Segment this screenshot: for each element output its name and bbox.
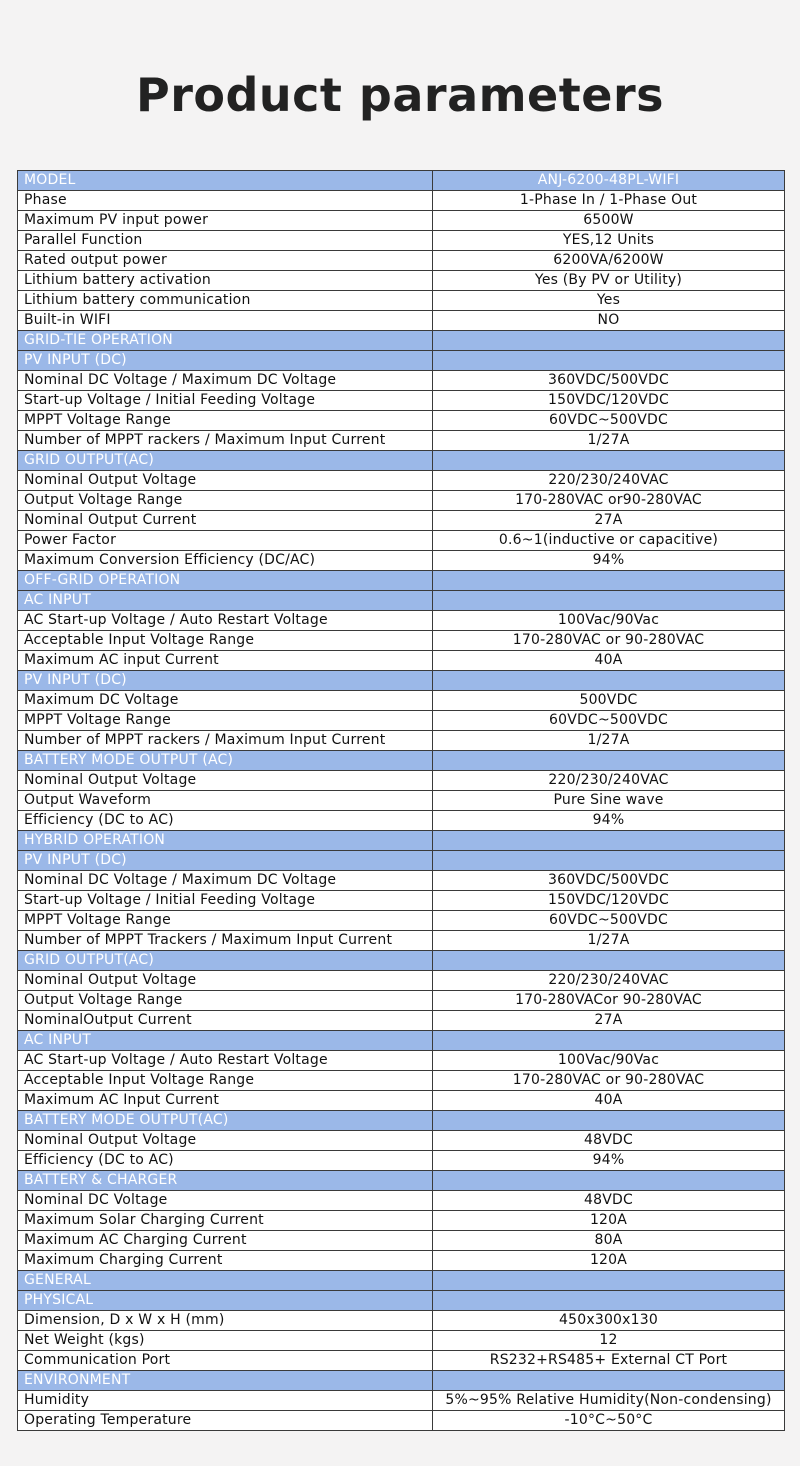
- table-row: [18, 411, 785, 431]
- table-row: [18, 1251, 785, 1271]
- table-row: [18, 1231, 785, 1251]
- section-header-row: [18, 671, 785, 691]
- param-value: 500VDC: [433, 691, 785, 711]
- param-value: 170-280VAC or 90-280VAC: [433, 631, 785, 651]
- param-label: Maximum Charging Current: [18, 1251, 433, 1271]
- param-value: 27A: [433, 511, 785, 531]
- table-row: [18, 711, 785, 731]
- table-row: [18, 1151, 785, 1171]
- table-row: [18, 1131, 785, 1151]
- table-row: [18, 871, 785, 891]
- param-value: Yes: [433, 291, 785, 311]
- section-header-row: [18, 571, 785, 591]
- table-row: [18, 1211, 785, 1231]
- param-value: 170-280VAC or90-280VAC: [433, 491, 785, 511]
- section-header-label: PHYSICAL: [18, 1291, 433, 1311]
- param-value: 27A: [433, 1011, 785, 1031]
- param-value: 360VDC/500VDC: [433, 871, 785, 891]
- param-label: Maximum AC input Current: [18, 651, 433, 671]
- table-row: [18, 1411, 785, 1431]
- param-label: Nominal DC Voltage / Maximum DC Voltage: [18, 871, 433, 891]
- section-header-value: [433, 751, 785, 771]
- table-row: [18, 1091, 785, 1111]
- table-row: [18, 431, 785, 451]
- section-header-row: [18, 831, 785, 851]
- table-row: [18, 1331, 785, 1351]
- param-label: Nominal Output Voltage: [18, 471, 433, 491]
- param-value: 1-Phase In / 1-Phase Out: [433, 191, 785, 211]
- table-row: [18, 771, 785, 791]
- section-header-row: [18, 1031, 785, 1051]
- param-label: AC Start-up Voltage / Auto Restart Voltage: [18, 611, 433, 631]
- table-row: [18, 371, 785, 391]
- section-header-label: BATTERY MODE OUTPUT (AC): [18, 751, 433, 771]
- param-value: 100Vac/90Vac: [433, 1051, 785, 1071]
- section-header-value: [433, 1111, 785, 1131]
- param-value: 150VDC/120VDC: [433, 391, 785, 411]
- section-header-value: [433, 451, 785, 471]
- param-label: Maximum Solar Charging Current: [18, 1211, 433, 1231]
- param-value: -10°C~50°C: [433, 1411, 785, 1431]
- table-row: [18, 691, 785, 711]
- section-header-label: PV INPUT (DC): [18, 851, 433, 871]
- table-row: [18, 231, 785, 251]
- section-header-label: AC INPUT: [18, 591, 433, 611]
- table-row: [18, 791, 785, 811]
- section-header-label: GRID-TIE OPERATION: [18, 331, 433, 351]
- param-value: 60VDC~500VDC: [433, 411, 785, 431]
- section-header-label: BATTERY & CHARGER: [18, 1171, 433, 1191]
- table-row: [18, 971, 785, 991]
- param-label: Dimension, D x W x H (mm): [18, 1311, 433, 1331]
- param-value: 94%: [433, 551, 785, 571]
- table-row: [18, 1011, 785, 1031]
- param-label: Maximum AC Input Current: [18, 1091, 433, 1111]
- table-row: [18, 1311, 785, 1331]
- param-label: Nominal Output Voltage: [18, 1131, 433, 1151]
- section-header-value: [433, 1371, 785, 1391]
- section-header-row: [18, 751, 785, 771]
- param-label: MPPT Voltage Range: [18, 711, 433, 731]
- section-header-value: [433, 331, 785, 351]
- param-value: 48VDC: [433, 1131, 785, 1151]
- param-label: Maximum AC Charging Current: [18, 1231, 433, 1251]
- param-label: Built-in WIFI: [18, 311, 433, 331]
- param-value: 450x300x130: [433, 1311, 785, 1331]
- param-value: 5%~95% Relative Humidity(Non-condensing): [433, 1391, 785, 1411]
- section-header-label: OFF-GRID OPERATION: [18, 571, 433, 591]
- param-label: Start-up Voltage / Initial Feeding Voltage: [18, 391, 433, 411]
- param-value: 40A: [433, 1091, 785, 1111]
- section-header-row: [18, 591, 785, 611]
- section-header-value: [433, 671, 785, 691]
- table-row: [18, 1191, 785, 1211]
- param-label: Rated output power: [18, 251, 433, 271]
- section-header-row: [18, 951, 785, 971]
- table-row: [18, 271, 785, 291]
- table-row: [18, 931, 785, 951]
- table-row: [18, 631, 785, 651]
- table-row: [18, 891, 785, 911]
- param-label: Output Voltage Range: [18, 991, 433, 1011]
- section-header-row: [18, 1371, 785, 1391]
- section-header-value: [433, 1031, 785, 1051]
- param-value: NO: [433, 311, 785, 331]
- section-header-label: PV INPUT (DC): [18, 351, 433, 371]
- param-value: 220/230/240VAC: [433, 771, 785, 791]
- table-row: [18, 1071, 785, 1091]
- param-label: Acceptable Input Voltage Range: [18, 631, 433, 651]
- table-row: [18, 191, 785, 211]
- param-label: AC Start-up Voltage / Auto Restart Voltage: [18, 1051, 433, 1071]
- table-row: [18, 531, 785, 551]
- section-header-value: [433, 1291, 785, 1311]
- table-row: [18, 811, 785, 831]
- section-header-label: BATTERY MODE OUTPUT(AC): [18, 1111, 433, 1131]
- page-title: Product parameters: [135, 68, 665, 122]
- param-label: Net Weight (kgs): [18, 1331, 433, 1351]
- section-header-value: [433, 1171, 785, 1191]
- param-label: Start-up Voltage / Initial Feeding Voltage: [18, 891, 433, 911]
- table-row: [18, 551, 785, 571]
- table-row: [18, 491, 785, 511]
- section-header-row: [18, 851, 785, 871]
- param-label: Output Voltage Range: [18, 491, 433, 511]
- param-label: Number of MPPT rackers / Maximum Input Current: [18, 731, 433, 751]
- table-row: [18, 1391, 785, 1411]
- param-label: MPPT Voltage Range: [18, 911, 433, 931]
- param-value: 60VDC~500VDC: [433, 911, 785, 931]
- param-value: 0.6~1(inductive or capacitive): [433, 531, 785, 551]
- param-label: MPPT Voltage Range: [18, 411, 433, 431]
- table-row: [18, 511, 785, 531]
- param-label: Nominal Output Voltage: [18, 971, 433, 991]
- section-header-value: [433, 831, 785, 851]
- param-label: Humidity: [18, 1391, 433, 1411]
- table-row: [18, 291, 785, 311]
- table-row: [18, 311, 785, 331]
- section-header-value: [433, 351, 785, 371]
- param-value: YES,12 Units: [433, 231, 785, 251]
- table-row: [18, 471, 785, 491]
- param-label: NominalOutput Current: [18, 1011, 433, 1031]
- param-value: Yes (By PV or Utility): [433, 271, 785, 291]
- param-label: Maximum Conversion Efficiency (DC/AC): [18, 551, 433, 571]
- param-value: 60VDC~500VDC: [433, 711, 785, 731]
- param-value: RS232+RS485+ External CT Port: [433, 1351, 785, 1371]
- section-header-label: HYBRID OPERATION: [18, 831, 433, 851]
- param-value: 12: [433, 1331, 785, 1351]
- param-label: Number of MPPT Trackers / Maximum Input Current: [18, 931, 433, 951]
- param-label: Nominal DC Voltage / Maximum DC Voltage: [18, 371, 433, 391]
- param-value: 170-280VACor 90-280VAC: [433, 991, 785, 1011]
- section-header-value: [433, 1271, 785, 1291]
- table-row: [18, 1351, 785, 1371]
- param-value: 1/27A: [433, 431, 785, 451]
- param-value: 48VDC: [433, 1191, 785, 1211]
- param-value: 80A: [433, 1231, 785, 1251]
- section-header-label: AC INPUT: [18, 1031, 433, 1051]
- param-label: Nominal Output Voltage: [18, 771, 433, 791]
- table-row: [18, 911, 785, 931]
- section-header-value: ANJ-6200-48PL-WIFI: [433, 171, 785, 191]
- section-header-value: [433, 591, 785, 611]
- section-header-value: [433, 951, 785, 971]
- param-value: 94%: [433, 811, 785, 831]
- param-label: Acceptable Input Voltage Range: [18, 1071, 433, 1091]
- table-row: [18, 211, 785, 231]
- section-header-label: GRID OUTPUT(AC): [18, 951, 433, 971]
- param-label: Parallel Function: [18, 231, 433, 251]
- table-row: [18, 251, 785, 271]
- section-header-value: [433, 571, 785, 591]
- table-row: [18, 611, 785, 631]
- section-header-value: [433, 851, 785, 871]
- param-label: Nominal Output Current: [18, 511, 433, 531]
- param-label: Power Factor: [18, 531, 433, 551]
- param-value: 1/27A: [433, 931, 785, 951]
- section-header-row: [18, 331, 785, 351]
- section-header-row: [18, 451, 785, 471]
- param-label: Operating Temperature: [18, 1411, 433, 1431]
- param-label: Efficiency (DC to AC): [18, 1151, 433, 1171]
- param-value: 40A: [433, 651, 785, 671]
- param-label: Maximum PV input power: [18, 211, 433, 231]
- param-label: Maximum DC Voltage: [18, 691, 433, 711]
- param-label: Lithium battery activation: [18, 271, 433, 291]
- param-label: Phase: [18, 191, 433, 211]
- section-header-row: [18, 1171, 785, 1191]
- param-label: Number of MPPT rackers / Maximum Input Current: [18, 431, 433, 451]
- param-value: 120A: [433, 1211, 785, 1231]
- table-row: [18, 991, 785, 1011]
- section-header-label: PV INPUT (DC): [18, 671, 433, 691]
- param-label: Lithium battery communication: [18, 291, 433, 311]
- param-value: 6200VA/6200W: [433, 251, 785, 271]
- param-label: Efficiency (DC to AC): [18, 811, 433, 831]
- param-label: Output Waveform: [18, 791, 433, 811]
- section-header-label: GRID OUTPUT(AC): [18, 451, 433, 471]
- section-header-label: MODEL: [18, 171, 433, 191]
- section-header-label: ENVIRONMENT: [18, 1371, 433, 1391]
- param-value: 220/230/240VAC: [433, 971, 785, 991]
- param-value: 360VDC/500VDC: [433, 371, 785, 391]
- section-header-row: [18, 1291, 785, 1311]
- table-row: [18, 651, 785, 671]
- param-value: 1/27A: [433, 731, 785, 751]
- spec-table: [17, 170, 785, 1431]
- table-row: [18, 1051, 785, 1071]
- section-header-row: [18, 351, 785, 371]
- param-value: 120A: [433, 1251, 785, 1271]
- table-row: [18, 391, 785, 411]
- section-header-row: [18, 171, 785, 191]
- table-row: [18, 731, 785, 751]
- section-header-row: [18, 1111, 785, 1131]
- param-label: Nominal DC Voltage: [18, 1191, 433, 1211]
- param-value: 170-280VAC or 90-280VAC: [433, 1071, 785, 1091]
- param-value: 6500W: [433, 211, 785, 231]
- param-value: Pure Sine wave: [433, 791, 785, 811]
- spec-table-body: [18, 171, 785, 1431]
- param-value: 94%: [433, 1151, 785, 1171]
- section-header-row: [18, 1271, 785, 1291]
- section-header-label: GENERAL: [18, 1271, 433, 1291]
- param-value: 100Vac/90Vac: [433, 611, 785, 631]
- param-value: 220/230/240VAC: [433, 471, 785, 491]
- param-value: 150VDC/120VDC: [433, 891, 785, 911]
- param-label: Communication Port: [18, 1351, 433, 1371]
